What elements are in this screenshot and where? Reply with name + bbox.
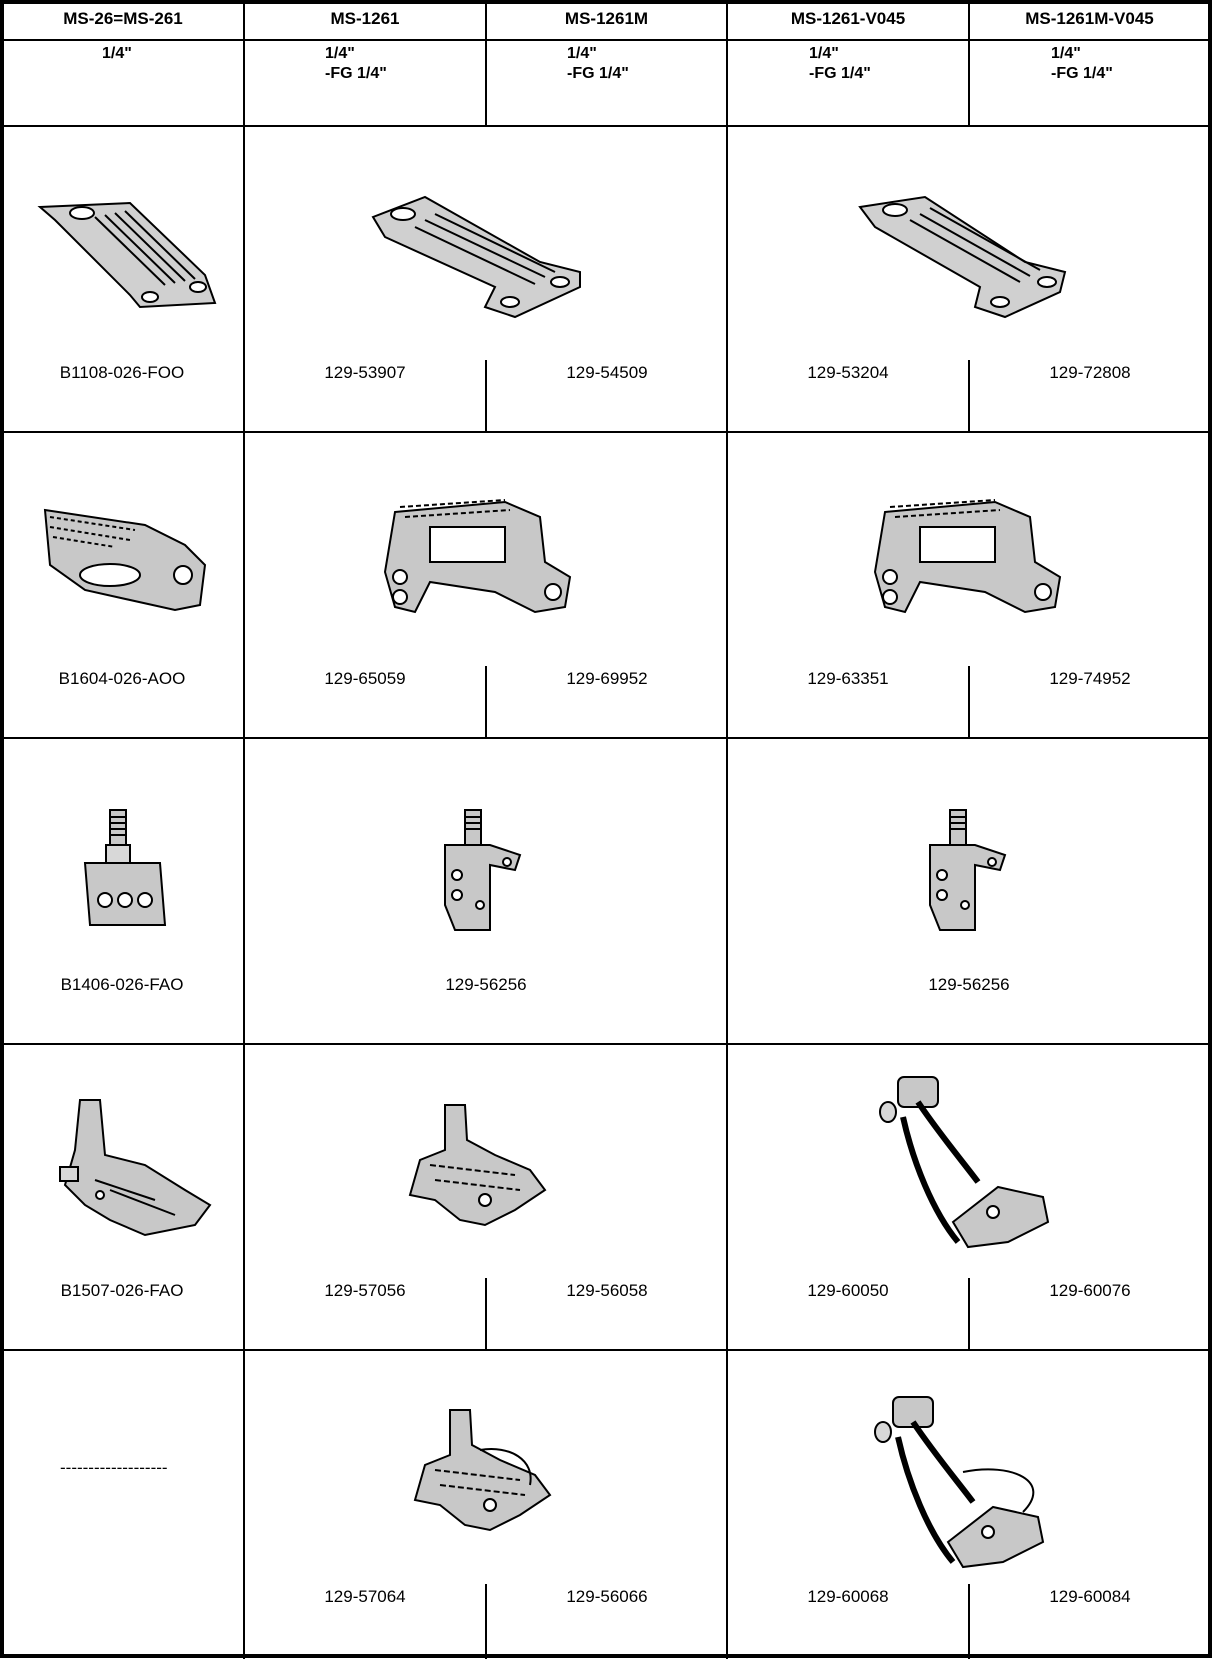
spec-line: 1/4" — [567, 45, 597, 62]
needle-clamp-illustration — [435, 805, 525, 935]
presser-foot-illustration — [405, 1100, 550, 1230]
part-number: 129-57056 — [324, 1281, 406, 1300]
column-header-ms-1261: MS-1261 — [330, 9, 400, 28]
needle-plate-illustration — [365, 192, 585, 322]
column-header-ms-1261m-v045: MS-1261M-V045 — [1025, 9, 1154, 28]
part-number: 129-53907 — [324, 363, 406, 382]
part-number: 129-57064 — [324, 1587, 406, 1606]
needle-plate-illustration — [30, 195, 220, 320]
part-number: 129-56066 — [566, 1587, 648, 1606]
spec-gauge — [1051, 44, 1113, 84]
part-number: 129-69952 — [566, 669, 648, 688]
part-number: 129-60068 — [807, 1587, 889, 1606]
column-header-ms-1261-v045: MS-1261-V045 — [790, 9, 906, 28]
feed-dog-illustration — [375, 492, 575, 627]
spec-gauge: 1/4" — [102, 45, 132, 62]
needle-clamp-illustration — [80, 805, 170, 930]
part-number: 129-60076 — [1049, 1281, 1131, 1300]
part-number: 129-56256 — [445, 975, 527, 994]
column-header-ms-1261m: MS-1261M — [564, 9, 649, 28]
part-number: 129-60050 — [807, 1281, 889, 1300]
spec-line: -FG 1/4" — [809, 65, 871, 82]
presser-foot-illustration — [878, 1072, 1058, 1262]
part-number: 129-56256 — [928, 975, 1010, 994]
spec-line: -FG 1/4" — [325, 65, 387, 82]
spec-line: -FG 1/4" — [567, 65, 629, 82]
part-number: 129-63351 — [807, 669, 889, 688]
spec-line: 1/4" — [809, 45, 839, 62]
presser-foot-assembly-illustration — [873, 1392, 1058, 1582]
spec-line: -FG 1/4" — [1051, 65, 1113, 82]
part-number: 129-56058 — [566, 1281, 648, 1300]
part-number: 129-60084 — [1049, 1587, 1131, 1606]
feed-dog-illustration — [865, 492, 1065, 627]
presser-foot-assembly-illustration — [410, 1405, 555, 1540]
spec-gauge — [809, 44, 871, 84]
part-number: B1507-026-FAO — [60, 1281, 184, 1300]
part-number: 129-53204 — [807, 363, 889, 382]
feed-dog-illustration — [35, 505, 210, 615]
spec-line: 1/4" — [1051, 45, 1081, 62]
part-number: B1108-026-FOO — [59, 363, 185, 382]
part-number: 129-72808 — [1049, 363, 1131, 382]
part-number: 129-65059 — [324, 669, 406, 688]
part-number: B1406-026-FAO — [60, 975, 184, 994]
spec-line: 1/4" — [325, 45, 355, 62]
part-number: 129-54509 — [566, 363, 648, 382]
part-number: B1604-026-AOO — [58, 669, 186, 688]
presser-foot-illustration — [55, 1095, 215, 1240]
needle-plate-illustration — [855, 192, 1070, 322]
column-header-ms-26: MS-26=MS-261 — [63, 9, 183, 28]
spec-gauge — [567, 44, 629, 84]
part-number: 129-74952 — [1049, 669, 1131, 688]
spec-gauge — [325, 44, 387, 84]
no-part-placeholder: ------------------- — [60, 1458, 168, 1477]
needle-clamp-illustration — [920, 805, 1010, 935]
